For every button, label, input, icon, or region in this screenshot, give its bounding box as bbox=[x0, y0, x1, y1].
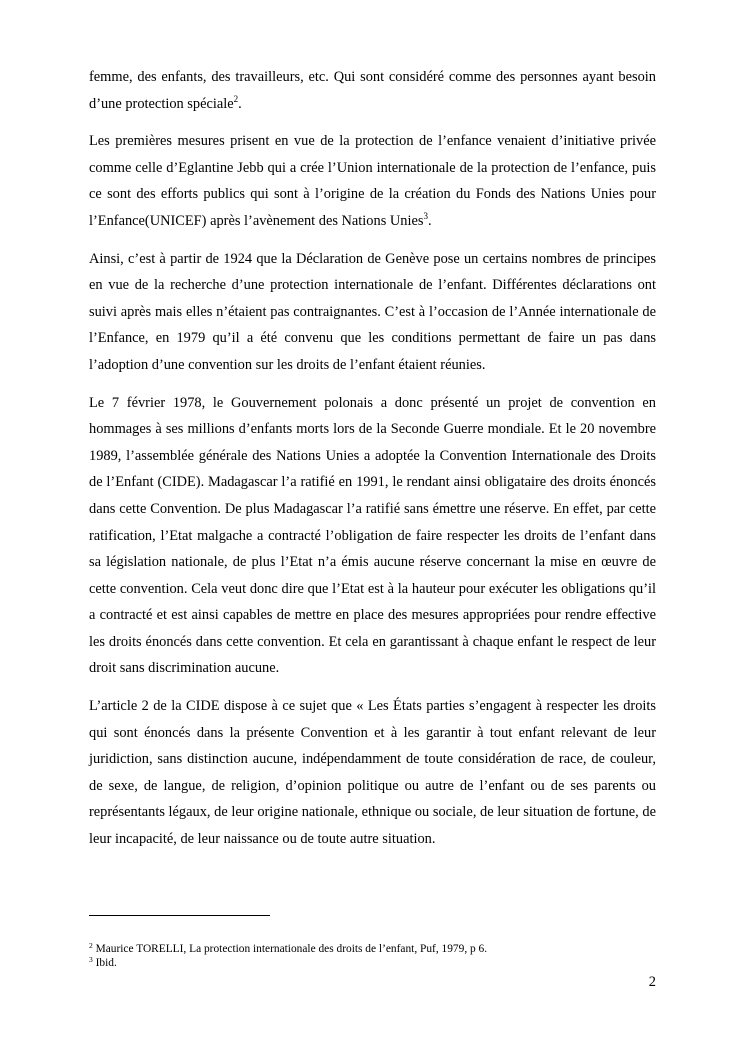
paragraph-1-text: femme, des enfants, des travailleurs, etc. Qui sont considéré comme des personnes ayant besoin d’une protection spéciale bbox=[89, 69, 656, 112]
footnote-2 bbox=[89, 942, 656, 956]
footnote-ref-3[interactable]: 3 bbox=[423, 210, 428, 221]
paragraph-4-text: Le 7 février 1978, le Gouvernement polonais a donc présenté un projet de convention en hommages à ses millions d’enfants morts lors de la Seconde Guerre mondiale. Et le 20 novembre 1989, l’assemblée générale des Nations Unies a adoptée la Convention Internationale des Droits de l’Enfant (CIDE). Madagascar l’a ratifié en 1991, le rendant ainsi obligataire des droits énoncés dans cette Convention. De plus Madagascar l’a ratifié sans émettre une réserve. En effet, par cette ratification, l’Etat malgache a contracté l’obligation de faire respecter les droits de l’enfant dans sa législation nationale, de plus l’Etat n’a émis aucune réserve concernant la mise en œuvre de cette convention. Cela veut donc dire que l’Etat est à la hauteur pour exécuter les obligations qu’il a contracté et est ainsi capables de mettre en place des mesures appropriées pour rendre effective les droits énoncés dans cette convention. Et cela en garantissant à chaque enfant le respect de leur droit sans discrimination aucune. bbox=[89, 394, 656, 677]
paragraph-5-text: L’article 2 de la CIDE dispose à ce sujet que « Les États parties s’engagent à respecter les droits qui sont énoncés dans la présente Convention et à les garantir à tout enfant relevant de leur juridiction, sans distinction aucune, indépendamment de toute considération de race, de couleur, de sexe, de langue, de religion, d’opinion politique ou autre de l’enfant ou de ses parents ou représentants légaux, de leur origine nationale, ethnique ou sociale, de leur situation de fortune, de leur incapacité, de leur naissance ou de toute autre situation. bbox=[89, 698, 656, 848]
paragraph-3 bbox=[89, 246, 656, 379]
footnote-3 bbox=[89, 956, 656, 970]
footnote-ref-2[interactable]: 2 bbox=[233, 93, 239, 104]
paragraph-2-text: Les premières mesures prisent en vue de la protection de l’enfance venaient d’initiative privée comme celle d’Eglantine Jebb qui a crée l’Union internationale de la protection de l’enfance, puis ce sont des efforts publics qui sont à l’origine de la création du Fonds des Nations Unies pour l’Enfance(UNICEF) après l’avènement des Nations Unies bbox=[89, 133, 656, 229]
paragraph-1 bbox=[89, 64, 656, 117]
footnote-3-number: 3 bbox=[89, 955, 93, 964]
paragraph-5 bbox=[89, 693, 656, 853]
paragraph-1-end: . bbox=[238, 95, 242, 112]
footnote-2-text: Maurice TORELLI, La protection internationale des droits de l’enfant, Puf, 1979, p 6. bbox=[92, 943, 488, 955]
paragraph-4 bbox=[89, 390, 656, 683]
footnotes bbox=[89, 942, 656, 970]
body-text bbox=[89, 64, 656, 864]
footnote-3-text: Ibid. bbox=[92, 957, 117, 969]
paragraph-2-end: . bbox=[427, 212, 432, 229]
page-number: 2 bbox=[648, 974, 656, 990]
footnote-separator bbox=[89, 915, 270, 916]
paragraph-3-text: Ainsi, c’est à partir de 1924 que la Déclaration de Genève pose un certains nombres de principes en vue de la recherche d’une protection internationale de l’enfant. Différentes déclarations ont suivi après mais elles n’étaient pas contraignantes. C’est à l’occasion de l’Année internationale de l’Enfance, en 1979 qu’il a été convenu que les conditions permettant de faire un pas dans l’adoption d’une convention sur les droits de l’enfant étaient réunies. bbox=[89, 250, 656, 373]
paragraph-2 bbox=[89, 128, 656, 234]
footnote-2-number: 2 bbox=[89, 941, 93, 950]
